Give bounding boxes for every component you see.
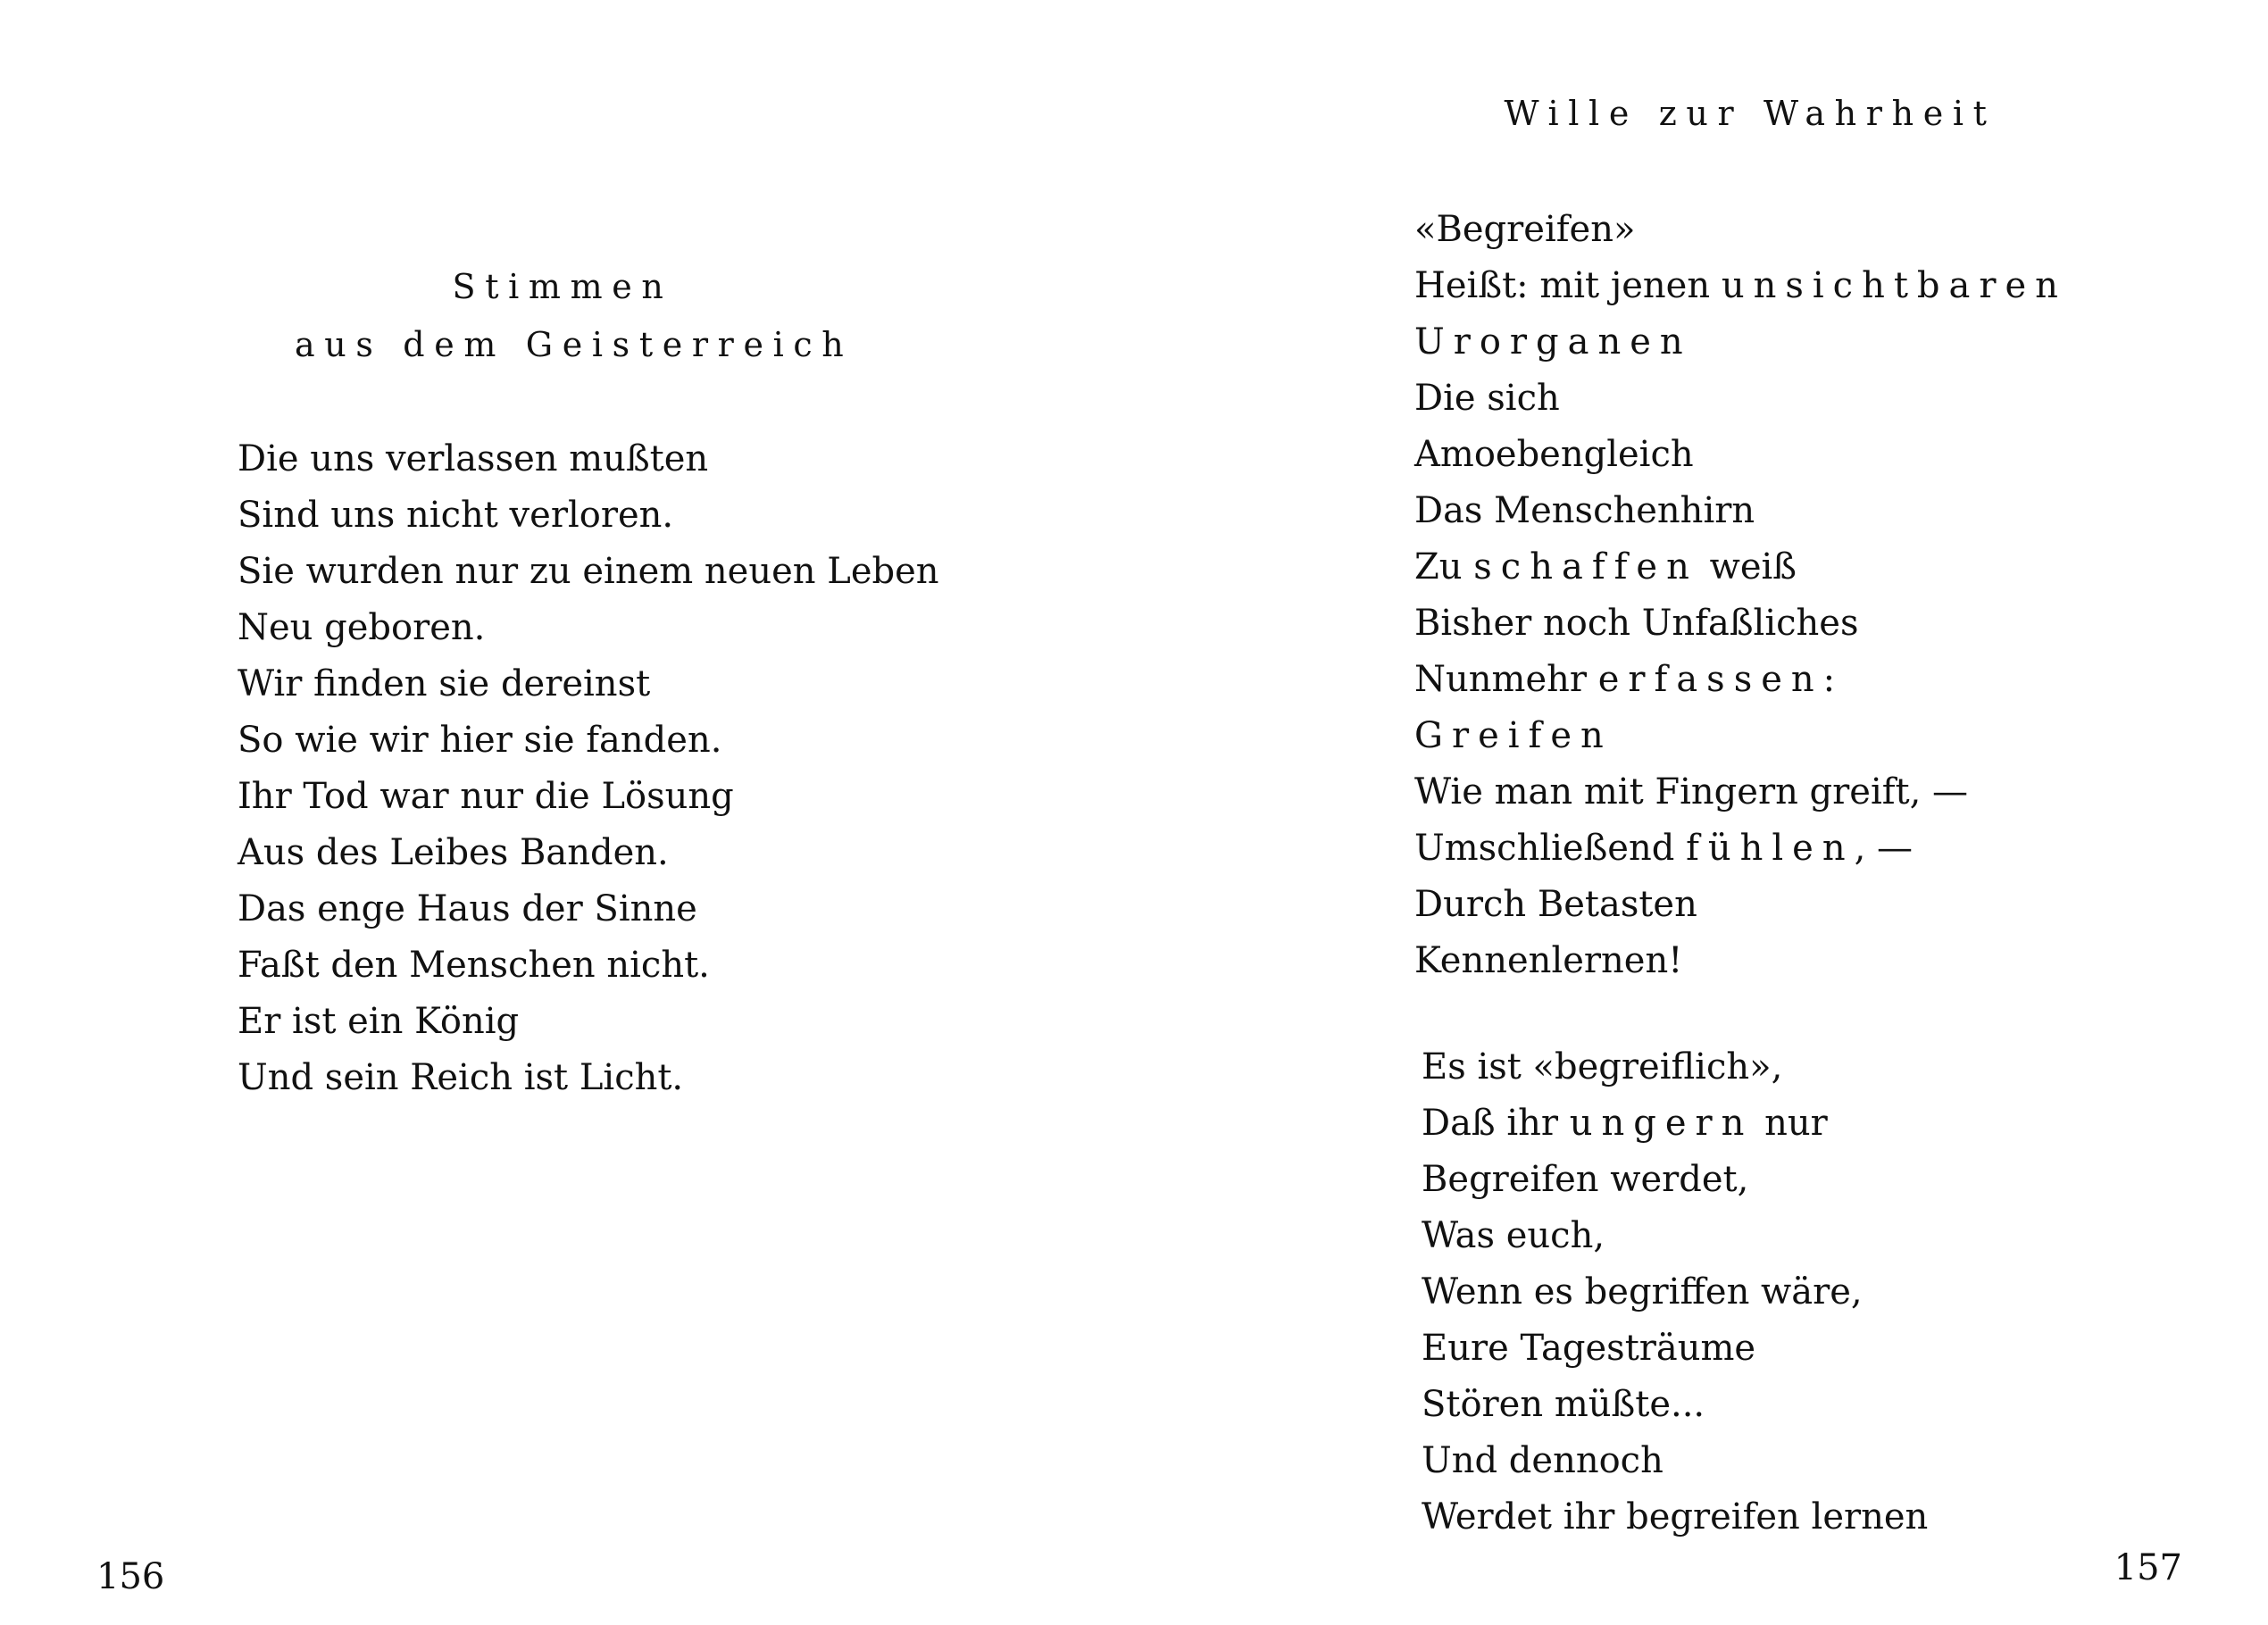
poem-line: Und sein Reich ist Licht. (238, 1057, 684, 1098)
poem-line (1414, 539, 2067, 596)
poem-line: Ihr Tod war nur die Lösung (238, 776, 734, 817)
spaced-word: Urorganen (1414, 321, 1692, 362)
poem-stanza-2 (1422, 1039, 1928, 1546)
poem-line: Bisher noch Unfaßliches (1414, 603, 1859, 644)
poem-line: Wir finden sie dereinst (238, 663, 651, 704)
line-part: Umschließend (1414, 828, 1687, 869)
spaced-word: unsichtbaren (1721, 265, 2067, 306)
poem-line: Wie man mit Fingern greift, — (1414, 771, 1969, 812)
poem-line: Das Menschenhirn (1414, 490, 1755, 531)
poem-line: Das enge Haus der Sinne (238, 888, 697, 929)
poem-line (1414, 708, 2067, 764)
spaced-word: erfassen: (1597, 659, 1845, 700)
poem-stanza (238, 431, 939, 1106)
poem-line: Faßt den Menschen nicht. (238, 945, 710, 986)
poem-line: So wie wir hier sie fanden. (238, 720, 722, 761)
spaced-word: Greifen (1414, 715, 1613, 756)
poem-title-line-2: aus dem Geisterreich (295, 325, 854, 364)
poem-line: Er ist ein König (238, 1001, 520, 1042)
right-page (1134, 0, 2268, 1625)
spaced-word: ungern (1569, 1103, 1754, 1144)
poem-line: Die uns verlassen mußten (238, 438, 709, 479)
poem-stanza-1 (1414, 202, 2067, 989)
poem-line (1414, 821, 2067, 877)
page-number: 156 (96, 1556, 165, 1597)
page-number: 157 (2114, 1547, 2182, 1588)
poem-line: Neu geboren. (238, 607, 486, 648)
poem-line: Wenn es begriffen wäre, (1422, 1271, 1863, 1312)
poem-line: Kennenlernen! (1414, 940, 1683, 981)
poem-line: Stören müßte... (1422, 1384, 1705, 1425)
poem-line: Die sich (1414, 378, 1560, 419)
poem-line: Begreifen werdet, (1422, 1159, 1749, 1200)
poem-line: Amoebengleich (1414, 434, 1694, 475)
poem-title: Wille zur Wahrheit (1504, 94, 1997, 133)
line-part: Zu (1414, 546, 1474, 588)
poem-line: Aus des Leibes Banden. (238, 832, 669, 873)
poem-line: Was euch, (1422, 1215, 1605, 1256)
poem-line (1422, 1096, 1928, 1152)
poem-line: Werdet ihr begreifen lernen (1422, 1496, 1929, 1538)
poem-line: Sie wurden nur zu einem neuen Leben (238, 551, 939, 592)
poem-title-line-1: Stimmen (452, 267, 673, 306)
poem-line: Eure Tagesträume (1422, 1328, 1756, 1369)
spaced-word: fühlen (1686, 828, 1855, 869)
poem-line (1414, 652, 2067, 708)
line-part: nur (1753, 1103, 1828, 1144)
poem-line (1414, 314, 2067, 371)
poem-line: Und dennoch (1422, 1440, 1663, 1481)
poem-line (1414, 258, 2067, 314)
line-part: Heißt: mit jenen (1414, 265, 1722, 306)
line-part: weiß (1697, 546, 1797, 588)
poem-line: Durch Betasten (1414, 884, 1697, 925)
line-part: Nunmehr (1414, 659, 1598, 700)
line-part: Daß ihr (1422, 1103, 1570, 1144)
line-part: , — (1854, 828, 1914, 869)
spaced-word: schaffen (1473, 546, 1698, 588)
poem-line: Es ist «begreiflich», (1422, 1046, 1783, 1088)
poem-line: «Begreifen» (1414, 209, 1636, 250)
poem-line: Sind uns nicht verloren. (238, 495, 674, 536)
